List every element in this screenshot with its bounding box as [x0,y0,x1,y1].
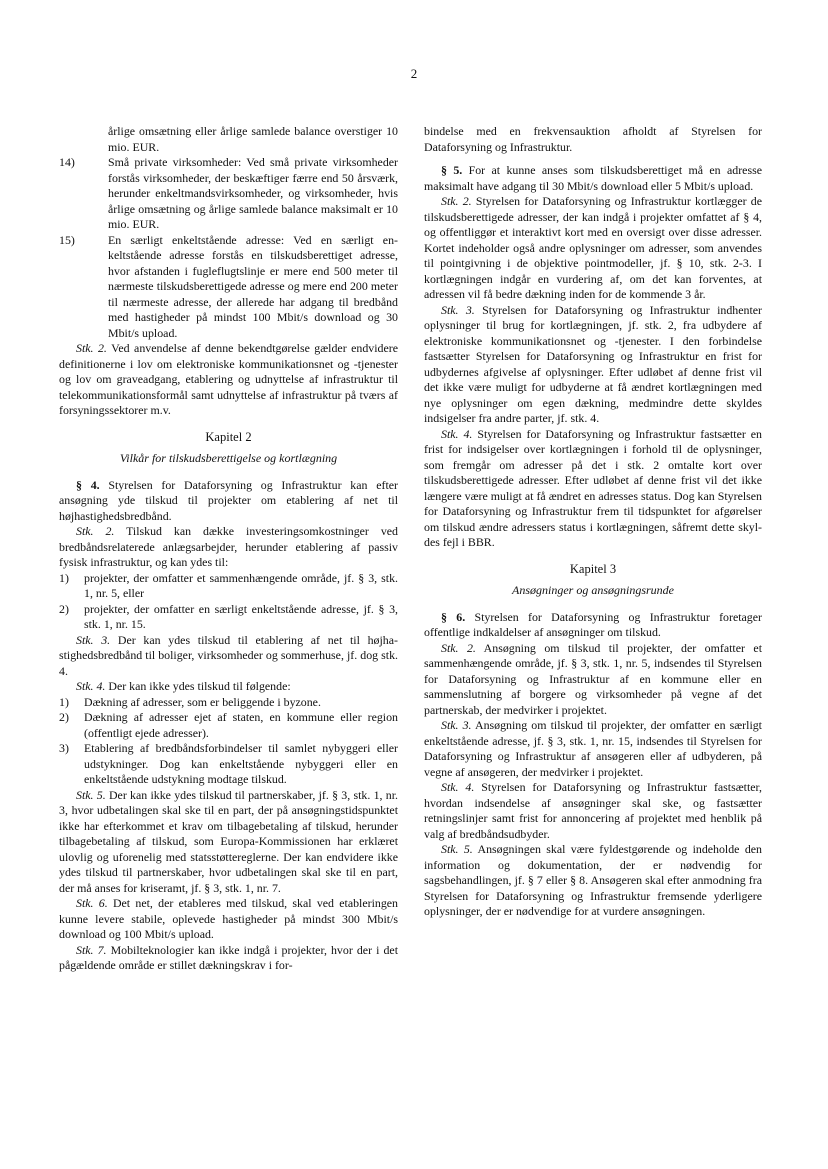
paragraph-text: Ansøgning om tilskud til projekter, der omfatter et sammenhængende område, jf. § 3, stk. 1, nr. 5, indsendes til Styrelsen for Dataforsyning og Infrastruktur af en kommune eller en sammenslutning af borgere og virksomheder på vegne af det partnerskab, der medvirker i projektet. [424,640,762,717]
paragraph [424,641,762,719]
list-number: 3) [59,741,69,755]
section-label: § 4. [76,477,100,492]
stk-label: Stk. 4. [76,679,106,693]
paragraph [59,478,398,525]
stk-label: Stk. 5. [76,787,106,802]
paragraph-text: Der kan ikke ydes tilskud til følgende: [105,679,291,693]
list-item [59,710,398,741]
chapter-heading: Kapitel 2 [205,429,252,444]
stk-label: Stk. 4. [441,780,475,794]
list-number: 1) [59,570,69,585]
list-number: 2) [59,710,69,724]
section-label: § 6. [441,609,466,624]
paragraph [59,788,398,897]
page-number: 2 [410,66,418,81]
paragraph [424,842,762,920]
list-text: projekter, der omfatter et sammenhængende område, jf. § 3, stk. 1, nr. 5, eller [84,570,398,600]
paragraph [424,163,762,194]
paragraph-text: Styrelsen for Dataforsyning og Infrastruktur kan efter ansøgning yde tilskud til projekter om etablering af net til højhastighedsbredbånd. [59,477,398,523]
paragraph-text: Der kan ikke ydes tilskud til partnerskaber, jf. § 3, stk. 1, nr. 3, hvor udbetalingen skal ske til en part, der på ansøgningstidspunktet ikke har efterkommet et krav om tilbagebetaling af tilskud, herunder tilbagebetaling af tilskud, som Europa-Kommissionen har erklæret ulovlig og uforenelig med statsstøttereglerne. Der kan endvidere ikke ydes tilskud til partnerskaber, hvor udbetalingen skal ske til en part, der må anses for kriseramt, jf. § 3, stk. 1, nr. 7. [59,787,398,895]
list-item [59,571,398,602]
list-item [59,602,398,633]
paragraph: bindelse med en frekvensauktion afholdt af Styrelsen for Dataforsyning og Infrastruktur. [424,124,762,154]
chapter-heading: Kapitel 3 [569,561,617,576]
paragraph [59,633,398,680]
stk-label: Stk. 6. [76,896,108,910]
paragraph [424,780,762,842]
paragraph [59,679,398,695]
stk-label: Stk. 5. [441,842,473,856]
paragraph [424,610,762,641]
stk-label: Stk. 2. [76,524,115,538]
left-column [59,124,398,974]
list-text: Etablering af bredbåndsforbindelser til samlet nybyggeri eller udstykninger. Dog kan enkeltstående nybyggeri eller en enkeltstående udstykning modtage tilskud. [84,741,398,786]
paragraph-text: Styrelsen for Dataforsyning og Infrastruktur fastsætter, hvordan indsendelse af ansøgninger skal ske, og fastsætter retningslinjer samt frist for annoncering af projektet med henblik på valg af bredbåndsudbyder. [424,780,763,841]
list-number: 1) [59,694,69,709]
section-label: § 5. [441,163,463,177]
list-text: Dækning af adresser, som er beliggende i byzone. [84,694,321,709]
paragraph-text: Tilskud kan dække investeringsomkostninger ved bredbåndsrelaterede anlægsarbejder, herunder etablering af passiv fysisk infrastruktur, og kan ydes til: [59,524,398,569]
paragraph [59,896,398,943]
stk-label: Stk. 2. [441,640,476,655]
list-item [59,695,398,711]
paragraph [424,303,762,427]
paragraph: årlige omsætning eller årlige samlede balance overstiger 10 mio. EUR. [108,124,398,154]
stk-label: Stk. 3. [441,302,475,317]
paragraph [424,718,762,780]
list-number: 14) [59,155,75,169]
paragraph [424,427,762,551]
paragraph-text: Mobilteknologier kan ikke indgå i projekter, hvor der i det pågældende område er stillet dækningskrav i for- [59,942,398,972]
paragraph-text: Styrelsen for Dataforsyning og Infrastruktur indhenter oplysninger til brug for kortlægningen, jf. stk. 2, fra udbydere af elektroniske kommunikationsnet og -tjenester. I den forbindelse fastsætter Styrelsen for Dataforsyning og Infrastruktur en frist for udbydernes afgivelse af oplysninger. Efter udløbet af denne frist vil det ikke være muligt for udbyderne at få ændret kortlægningen med nye oplysninger om egen dækning, medmindre dette skyldes indsigelser fra andre parter, jf. stk. 4. [424,302,762,425]
stk-label: Stk. 2. [76,341,107,355]
list-item [59,741,398,788]
paragraph [59,943,398,974]
list-item [59,155,398,233]
paragraph-text: Styrelsen for Dataforsyning og Infrastruktur fastsætter en frist for indsigelser over kortlægningen i forhold til de oplysninger, som fremgår om adresser på det i stk. 2 omtalte kort over tilskudsberettigede adresser. Efter udløbet af denne frist vil det ikke længere være muligt at få ændret en adresses status. Dog kan Styrelsen for Dataforsyning og Infrastruktur frem til tidspunktet for afgørelser om tilskud ændre adressers status i kortlægningen, såfremt dette skyldes fejl i BBR. [424,426,762,549]
chapter-title: Vilkår for tilskudsberettigelse og kortlægning [119,451,338,465]
stk-label: Stk. 4. [441,426,473,441]
paragraph-text: Styrelsen for Dataforsyning og Infrastruktur foretager offentlige indkaldelser af ansøgninger om tilskud. [424,609,762,639]
paragraph-text: Der kan ydes tilskud til etablering af net til højhastighedsbredbånd til boliger, virksomheder og sommerhuse, jf. dog stk. 4. [59,632,398,678]
stk-label: Stk. 3. [76,632,111,647]
stk-label: Stk. 2. [441,194,472,208]
paragraph-text: Det net, der etableres med tilskud, skal ved etableringen kunne levere stabile, oplevede hastigheder på mindst 300 Mbit/s download og 100 Mbit/s upload. [59,896,399,941]
paragraph-text: Ansøgning om tilskud til projekter, der omfatter en særligt enkeltstående adresse, jf. § 3, stk. 1, nr. 15, indsendes til Styrelsen for Dataforsyning og Infrastruktur af ansøgeren eller af udbyderen, på vegne af ansøgeren, der medvirker i projektet. [424,718,762,779]
list-text: projekter, der omfatter en særligt enkeltstående adresse, jf. § 3, stk. 1, nr. 15. [84,601,398,631]
paragraph [59,341,398,419]
paragraph-text: Ansøgningen skal være fyldestgørende og indeholde den information og dokumentation, der er nødvendig for sagsbehandlingen, jf. § 7 eller § 8. Ansøgeren skal efter anmodning fra Styrelsen for Dataforsyning og Infrastruktur fremsende yderligere oplysninger, der er nødvendige for at vurdere ansøgningen. [424,842,762,918]
stk-label: Stk. 3. [441,718,472,732]
list-text: Dækning af adresser ejet af staten, en kommune eller region (offentligt ejede adresser). [84,710,398,740]
paragraph-text: Ved anvendelse af denne bekendtgørelse gælder endvidere definitionerne i lov om elektroniske kommunikationsnet og -tjenester og lov om graveadgang, etablering og udnyttelse af infrastruktur til telekommunikationsformål samt udnyttelse af infrastruktur på tværs af forsyningssektorer m.v. [59,341,398,417]
list-text: Små private virksomheder: Ved små private virksomheder forstås virksomheder, der beskæftiger færre end 50 årsværk, herunder enkeltmandsvirksomheder, og virksomheder, hvis årlige omsætning og årlige samlede balance maksimalt er 10 mio. EUR. [108,155,398,231]
list-item [59,233,398,342]
list-number: 2) [59,601,69,616]
list-number: 15) [59,232,75,247]
list-text: En særligt enkeltstående adresse: Ved en særligt enkeltstående adresse forstås en tilskudsberettiget adresse, hvor afstanden i fugleflugtslinje er mere end 500 meter til nærmeste tilskudsberettigede adresse og mere end 200 meter til nærmeste adresse, der allerede har adgang til bredbånd med hastigheder på mindst 100 Mbit/s download og 30 Mbit/s upload. [108,232,398,340]
paragraph-text: For at kunne anses som tilskudsberettiget må en adresse maksimalt have adgang til 30 Mbit/s download eller 5 Mbit/s upload. [424,163,762,193]
chapter-title: Ansøgninger og ansøgningsrunde [512,583,674,597]
right-column [424,124,762,920]
stk-label: Stk. 7. [76,942,107,957]
paragraph [424,194,762,303]
spacer [424,155,762,163]
paragraph-text: Styrelsen for Dataforsyning og Infrastruktur kortlægger de tilskudsberettigede adresser, der kan indgå i projekter omfattet af § 4, og offentliggør et interaktivt kort med en oversigt over disse adresser. Kortet indeholder også andre oplysninger om adresser, som anvendes til pointgivning i de objektive pointmodeller, jf. § 10, stk. 2-3. I kortlægningen indgår en vurdering af, om det kan forventes, at adressen vil få bedre dækning inden for de kommende 3 år. [424,194,763,301]
paragraph [59,524,398,571]
